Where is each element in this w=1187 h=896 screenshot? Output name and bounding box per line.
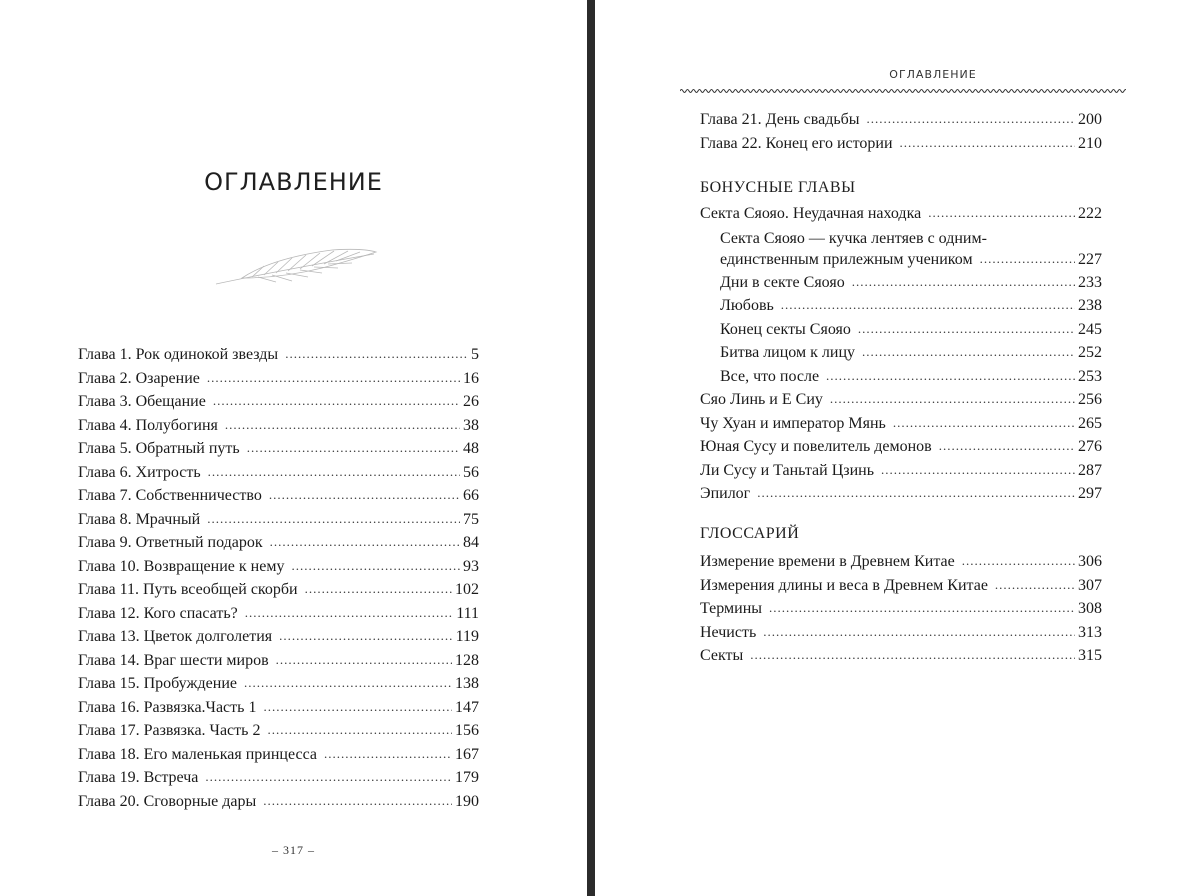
toc-entry-page: 200: [1078, 111, 1102, 128]
toc-entry-page: 102: [455, 581, 479, 598]
dot-leader: [285, 342, 468, 366]
toc-entry-label: Сяо Линь и Е Сиу: [700, 391, 823, 408]
toc-entry-page: 75: [463, 510, 479, 528]
toc-entry[interactable]: [700, 550, 1102, 574]
toc-entry[interactable]: [78, 437, 479, 461]
toc-entry[interactable]: [78, 696, 479, 720]
dot-leader: [267, 718, 452, 742]
dot-leader: [852, 270, 1075, 294]
toc-entry-label: Глава 15. Пробуждение: [78, 675, 237, 692]
toc-entry[interactable]: [700, 202, 1102, 226]
toc-entry-page: 138: [455, 675, 479, 692]
dot-leader: [263, 789, 452, 813]
toc-entry-page: 147: [455, 698, 479, 716]
dot-leader: [247, 436, 460, 460]
toc-entry[interactable]: [700, 574, 1102, 598]
toc-entry-page: 313: [1078, 623, 1102, 641]
toc-entry[interactable]: [78, 719, 479, 743]
dot-leader: [270, 530, 460, 554]
toc-entry-page: 276: [1078, 438, 1102, 455]
toc-entry[interactable]: [78, 555, 479, 579]
toc-entry-page: 308: [1078, 600, 1102, 617]
toc-entry[interactable]: [78, 531, 479, 555]
toc-entry-label: Глава 8. Мрачный: [78, 510, 201, 528]
glossary-list: [700, 550, 1102, 668]
dot-leader: [757, 481, 1075, 505]
toc-entry-label: Глава 11. Путь всеобщей скорби: [78, 581, 298, 598]
toc-entry-page: 156: [455, 722, 479, 739]
dot-leader: [225, 413, 460, 437]
toc-entry-label: Юная Сусу и повелитель демонов: [700, 438, 932, 455]
toc-entry[interactable]: [78, 343, 479, 367]
toc-entry-page: 253: [1078, 367, 1102, 385]
dot-leader: [750, 643, 1075, 667]
dot-leader: [980, 248, 1075, 270]
toc-entry-label: Глава 12. Кого спасать?: [78, 604, 238, 622]
dot-leader: [928, 201, 1075, 225]
toc-entry-page: 227: [1078, 251, 1102, 268]
toc-entry-page: 265: [1078, 414, 1102, 432]
toc-entry[interactable]: [700, 108, 1102, 132]
toc-entry[interactable]: [700, 388, 1102, 412]
bonus-chapters-list: [700, 202, 1102, 506]
toc-entry[interactable]: [700, 435, 1102, 459]
dot-leader: [826, 364, 1075, 388]
toc-entry-label: Глава 7. Собственничество: [78, 487, 262, 504]
toc-entry-page: 287: [1078, 461, 1102, 479]
toc-entry-page: 252: [1078, 344, 1102, 361]
dot-leader: [205, 765, 452, 789]
toc-entry-page: 238: [1078, 297, 1102, 314]
toc-entry-label: Секта Сяояо. Неудачная находка: [700, 205, 922, 222]
dot-leader: [245, 601, 453, 625]
dot-leader: [769, 596, 1075, 620]
toc-entry-label: Чу Хуан и император Мянь: [700, 414, 886, 432]
dot-leader: [881, 458, 1075, 482]
dot-leader: [324, 742, 452, 766]
section-heading-glossary: ГЛОССАРИЙ: [700, 525, 800, 542]
toc-entry-page: 307: [1078, 576, 1102, 594]
toc-entry-label: Глава 1. Рок одинокой звезды: [78, 346, 279, 363]
toc-entry[interactable]: [700, 132, 1102, 156]
toc-entry[interactable]: [78, 602, 479, 626]
dot-leader: [900, 131, 1075, 155]
toc-subentries: [700, 271, 1102, 389]
toc-entry-label: Глава 19. Встреча: [78, 769, 199, 786]
toc-entry-label: Глава 9. Ответный подарок: [78, 534, 263, 551]
wavy-rule-icon: [680, 87, 1126, 95]
toc-entry-label: Конец секты Сяояо: [720, 320, 851, 338]
toc-entry-page: 245: [1078, 320, 1102, 338]
toc-entry-page: 297: [1078, 485, 1102, 502]
running-head: ОГЛАВЛЕНИЕ: [889, 68, 977, 81]
toc-entry[interactable]: [78, 484, 479, 508]
toc-entry[interactable]: [78, 390, 479, 414]
toc-entry-label: Измерения длины и веса в Древнем Китае: [700, 576, 988, 594]
toc-entry-page: 26: [463, 393, 479, 410]
dot-leader: [244, 671, 452, 695]
toc-entry-page: 256: [1078, 391, 1102, 408]
toc-entry-line2: [720, 249, 1102, 271]
dot-leader: [830, 387, 1075, 411]
toc-entry[interactable]: [78, 766, 479, 790]
toc-subentry[interactable]: [720, 341, 1102, 365]
page-title: ОГЛАВЛЕНИЕ: [204, 168, 383, 196]
dot-leader: [939, 434, 1075, 458]
dot-leader: [781, 293, 1075, 317]
toc-entry-page: 111: [456, 604, 479, 622]
toc-entry-label: Любовь: [720, 297, 774, 314]
dot-leader: [305, 577, 452, 601]
dot-leader: [279, 624, 452, 648]
toc-entry[interactable]: [78, 743, 479, 767]
toc-entry-page: 84: [463, 534, 479, 551]
dot-leader: [269, 483, 460, 507]
toc-entry-page: 210: [1078, 134, 1102, 152]
toc-entry-label: Термины: [700, 600, 763, 617]
toc-entry-label: Глава 6. Хитрость: [78, 463, 201, 481]
dot-leader: [207, 366, 460, 390]
toc-entry[interactable]: [700, 621, 1102, 645]
dot-leader: [862, 340, 1075, 364]
dot-leader: [263, 695, 452, 719]
toc-entry-label: Нечисть: [700, 623, 757, 641]
toc-entry-label: Секты: [700, 647, 744, 664]
toc-entry-page: 306: [1078, 553, 1102, 570]
toc-entry-label: Глава 13. Цветок долголетия: [78, 628, 273, 645]
toc-entry[interactable]: [78, 508, 479, 532]
toc-entry-label: Глава 4. Полубогиня: [78, 416, 218, 434]
toc-entry[interactable]: [78, 649, 479, 673]
toc-entry-page: 38: [463, 416, 479, 434]
toc-entry[interactable]: [78, 625, 479, 649]
toc-entry[interactable]: [700, 459, 1102, 483]
dot-leader: [995, 573, 1075, 597]
toc-entry-label: Глава 5. Обратный путь: [78, 440, 240, 457]
dot-leader: [893, 411, 1075, 435]
right-page: [595, 0, 1187, 896]
toc-entry-label: Глава 18. Его маленькая принцесса: [78, 745, 317, 763]
toc-entry-page: 5: [471, 346, 479, 363]
toc-entry-label: Эпилог: [700, 485, 751, 502]
dot-leader: [867, 107, 1075, 131]
toc-entry-page: 167: [455, 745, 479, 763]
toc-entry-label: Глава 10. Возвращение к нему: [78, 557, 285, 575]
toc-entry-label-line1: Секта Сяояо — кучка лентяев с одним-: [720, 229, 987, 247]
table-of-contents-continued: [700, 108, 1102, 155]
toc-entry[interactable]: [78, 672, 479, 696]
toc-entry[interactable]: [78, 414, 479, 438]
dot-leader: [858, 317, 1075, 341]
toc-entry[interactable]: [700, 412, 1102, 436]
toc-subentry[interactable]: [700, 228, 1102, 271]
toc-entry-page: 222: [1078, 205, 1102, 222]
toc-subentry[interactable]: [720, 271, 1102, 295]
toc-entry[interactable]: [700, 597, 1102, 621]
toc-entry[interactable]: [78, 578, 479, 602]
dot-leader: [291, 554, 460, 578]
table-of-contents: [78, 343, 479, 813]
dot-leader: [276, 648, 452, 672]
toc-entry-page: 16: [463, 369, 479, 387]
toc-entry-label: Глава 3. Обещание: [78, 393, 206, 410]
toc-entry-label: Глава 16. Развязка.Часть 1: [78, 698, 257, 716]
toc-subentry[interactable]: [720, 318, 1102, 342]
toc-entry-label: Дни в секте Сяояо: [720, 273, 845, 291]
toc-entry-label: Глава 22. Конец его истории: [700, 134, 893, 152]
toc-entry-label: Битва лицом к лицу: [720, 344, 855, 361]
toc-entry[interactable]: [700, 482, 1102, 506]
toc-entry[interactable]: [78, 790, 479, 814]
toc-entry-label: Глава 2. Озарение: [78, 369, 200, 387]
toc-entry-label: Глава 14. Враг шести миров: [78, 651, 269, 669]
dot-leader: [962, 549, 1075, 573]
dot-leader: [208, 460, 460, 484]
toc-entry-label: Все, что после: [720, 367, 820, 385]
toc-entry-label: Глава 21. День свадьбы: [700, 111, 860, 128]
toc-entry-label: Ли Сусу и Таньтай Цзинь: [700, 461, 875, 479]
toc-entry[interactable]: [78, 367, 479, 391]
toc-subentry[interactable]: [720, 365, 1102, 389]
toc-entry-label-line2: единственным прилежным учеником: [720, 251, 973, 268]
toc-entry-page: 128: [455, 651, 479, 669]
toc-entry[interactable]: [78, 461, 479, 485]
toc-entry[interactable]: [700, 644, 1102, 668]
dot-leader: [213, 389, 460, 413]
left-page: [0, 0, 587, 896]
page-number: – 317 –: [272, 843, 315, 857]
toc-entry-label: Глава 20. Сговорные дары: [78, 792, 257, 810]
toc-entry-page: 93: [463, 557, 479, 575]
toc-entry-label: Глава 17. Развязка. Часть 2: [78, 722, 261, 739]
toc-entry-page: 56: [463, 463, 479, 481]
dot-leader: [207, 507, 460, 531]
section-heading-bonus: БОНУСНЫЕ ГЛАВЫ: [700, 179, 856, 196]
toc-entry-page: 233: [1078, 273, 1102, 291]
book-gutter: [587, 0, 595, 896]
toc-entry-page: 66: [463, 487, 479, 504]
toc-entry-label: Измерение времени в Древнем Китае: [700, 553, 955, 570]
dot-leader: [763, 620, 1075, 644]
toc-entry-page: 190: [455, 792, 479, 810]
toc-entry-page: 179: [455, 769, 479, 786]
toc-entry-page: 315: [1078, 647, 1102, 664]
toc-subentry[interactable]: [720, 294, 1102, 318]
toc-entry-page: 119: [455, 628, 479, 645]
toc-entry-page: 48: [463, 440, 479, 457]
feather-icon: [212, 244, 382, 290]
